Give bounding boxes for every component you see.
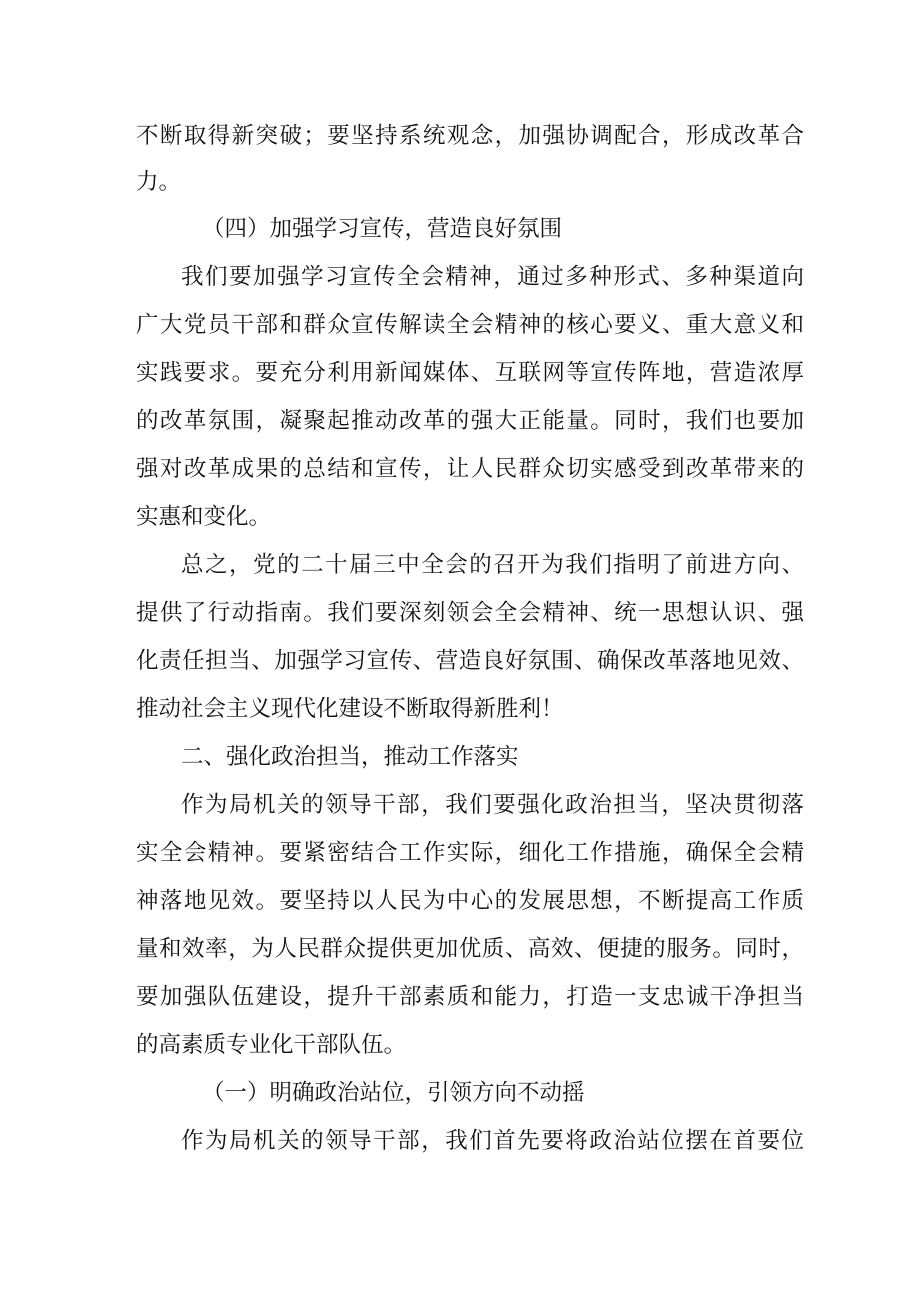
- paragraph-line-6: 的改革氛围，凝聚起推动改革的强大正能量。同时，我们也要加: [136, 408, 804, 434]
- paragraph-line-17: 要加强队伍建设，提升干部素质和能力，打造一支忠诚干净担当: [136, 984, 804, 1010]
- paragraph-line-1: 不断取得新突破；要坚持系统观念，加强协调配合，形成改革合: [136, 123, 804, 149]
- paragraph-line-3: 我们要加强学习宣传全会精神，通过多种形式、多种渠道向: [181, 264, 804, 290]
- paragraph-line-9: 总之，党的二十届三中全会的召开为我们指明了前进方向、: [181, 552, 804, 578]
- paragraph-line-11: 化责任担当、加强学习宣传、营造良好氛围、确保改革落地见效、: [136, 648, 804, 674]
- section-heading-2: 二、强化政治担当，推动工作落实: [181, 744, 519, 770]
- paragraph-line-16: 量和效率，为人民群众提供更加优质、高效、便捷的服务。同时，: [136, 936, 804, 962]
- paragraph-line-4: 广大党员干部和群众宣传解读全会精神的核心要义、重大意义和: [136, 312, 804, 338]
- paragraph-line-15: 神落地见效。要坚持以人民为中心的发展思想，不断提高工作质: [136, 888, 804, 914]
- paragraph-line-18: 的高素质专业化干部队伍。: [136, 1032, 407, 1058]
- section-heading-4: （四）加强学习宣传，营造良好氛围: [202, 216, 563, 242]
- paragraph-line-12: 推动社会主义现代化建设不断取得新胜利！: [136, 696, 564, 722]
- paragraph-line-10: 提供了行动指南。我们要深刻领会全会精神、统一思想认识、强: [136, 600, 804, 626]
- paragraph-line-13: 作为局机关的领导干部，我们要强化政治担当，坚决贯彻落: [181, 792, 804, 818]
- paragraph-line-2: 力。: [136, 169, 182, 195]
- paragraph-line-7: 强对改革成果的总结和宣传，让人民群众切实感受到改革带来的: [136, 456, 804, 482]
- paragraph-line-5: 实践要求。要充分利用新闻媒体、互联网等宣传阵地，营造浓厚: [136, 360, 804, 386]
- paragraph-line-19: 作为局机关的领导干部，我们首先要将政治站位摆在首要位: [181, 1128, 804, 1154]
- paragraph-line-8: 实惠和变化。: [136, 504, 272, 530]
- paragraph-line-14: 实全会精神。要紧密结合工作实际，细化工作措施，确保全会精: [136, 840, 804, 866]
- section-heading-1: （一）明确政治站位，引领方向不动摇: [202, 1080, 585, 1106]
